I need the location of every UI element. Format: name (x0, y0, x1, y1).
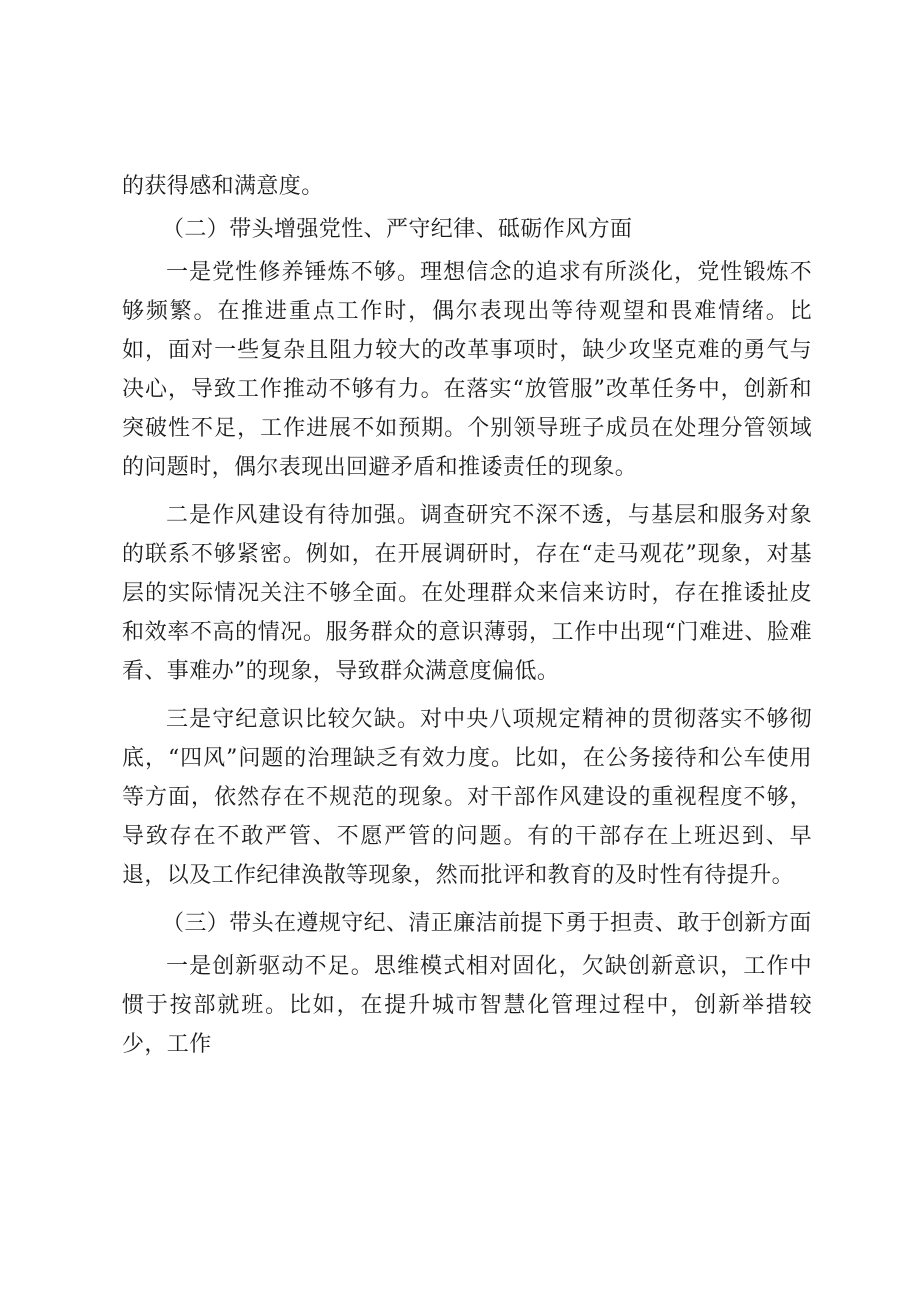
paragraph-work-style: 二是作风建设有待加强。调查研究不深不透，与基层和服务对象的联系不够紧密。例如，在开展调研时，存在“走马观花”现象，对基层的实际情况关注不够全面。在处理群众来信来访时，存在推诿扯皮和效率不高的情况。服务群众的意识薄弱，工作中出现“门难进、脸难看、事难办”的现象，导致群众满意度偏低。 (122, 503, 812, 684)
paragraph-party-spirit: 一是党性修养锤炼不够。理想信念的追求有所淡化，党性锻炼不够频繁。在推进重点工作时，偶尔表现出等待观望和畏难情绪。比如，面对一些复杂且阻力较大的改革事项时，缺少攻坚克难的勇气与决心，导致工作推动不够有力。在落实“放管服”改革任务中，创新和突破性不足，工作进展不如预期。个别领导班子成员在处理分管领域的问题时，偶尔表现出回避矛盾和推诿责任的现象。 (122, 260, 812, 480)
paragraph-continuation: 的获得感和满意度。 (122, 174, 324, 199)
section-heading-3: （三）带头在遵规守纪、清正廉洁前提下勇于担责、敢于创新方面 (162, 911, 812, 936)
paragraph-innovation: 一是创新驱动不足。思维模式相对固化，欠缺创新意识，工作中惯于按部就班。比如，在提升城市智慧化管理过程中，创新举措较少，工作 (122, 954, 812, 1057)
section-heading-2: （二）带头增强党性、严守纪律、砥砺作风方面 (162, 217, 633, 242)
paragraph-discipline: 三是守纪意识比较欠缺。对中央八项规定精神的贯彻落实不够彻底，“四风”问题的治理缺乏有效力度。比如，在公务接待和公车使用等方面，依然存在不规范的现象。对干部作风建设的重视程度不够，导致存在不敢严管、不愿严管的问题。有的干部存在上班迟到、早退，以及工作纪律涣散等现象，然而批评和教育的及时性有待提升。 (122, 707, 812, 888)
document-body (122, 167, 812, 1064)
